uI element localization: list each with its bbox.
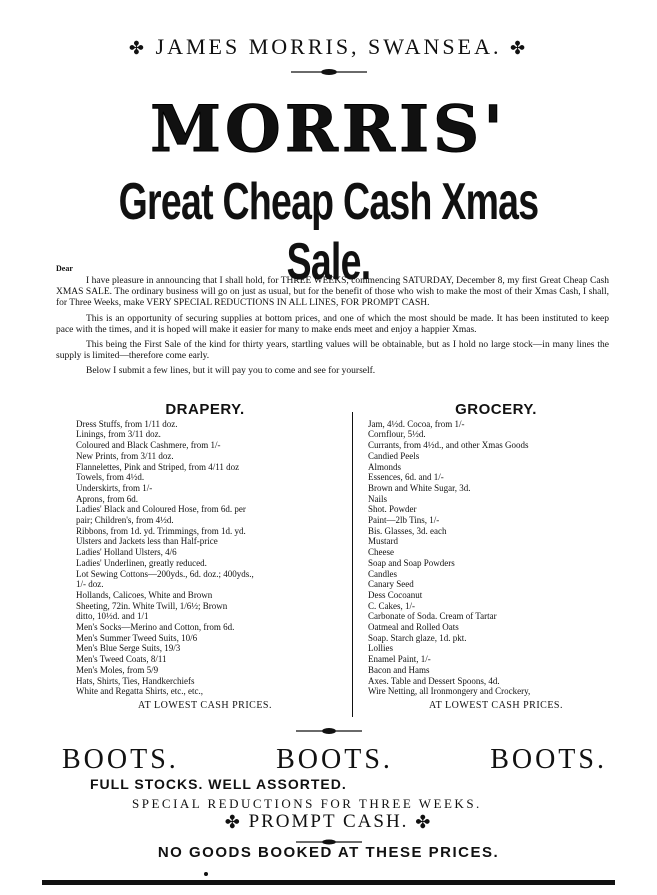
boots-word: BOOTS. [276,744,393,775]
drapery-item: pair; Children's, from 4½d. [76,515,174,526]
paragraph-3: This being the First Sale of the kind for thirty years, startling values will be obtainable, but as I hold no large stock—in many lines the supply is limited—therefore come early. [56,340,609,362]
drapery-item: 1/- doz. [76,579,104,590]
page-subtitle: Great Cheap Cash Xmas Sale. [118,173,539,291]
drapery-item: Hats, Shirts, Ties, Handkerchiefs [76,675,195,686]
grocery-item: C. Cakes, 1/- [368,600,415,611]
grocery-item: Enamel Paint, 1/- [368,654,431,665]
special-reductions-line: SPECIAL REDUCTIONS FOR THREE WEEKS. [132,796,482,811]
fleuron-left-icon: ✤ [128,38,148,59]
drapery-item: Flannelettes, Pink and Striped, from 4/11 doz [76,461,240,472]
grocery-footer: AT LOWEST CASH PRICES. [429,699,563,711]
full-stocks-line: FULL STOCKS. WELL ASSORTED. [90,776,347,792]
grocery-column [368,401,624,712]
paragraph-1: I have pleasure in announcing that I shall hold, for THREE WEEKS, commencing SATURDAY, December 8, my first Great Cheap Cash XMAS SALE. The ordinary business will go on just as usual, but for the benefit of those who wish to make the most of their Xmas Cash, I shall, for Three Weeks, make VERY SPECIAL REDUCTIONS IN ALL LINES, FOR PROMPT CASH. [56,276,609,309]
drapery-item: ditto, 10½d. and 1/1 [76,611,149,622]
grocery-item: Canary Seed [368,579,414,590]
drapery-item: Towels, from 4½d. [76,472,145,483]
column-divider [352,412,353,717]
paragraph-2: This is an opportunity of securing supplies at bottom prices, and one of which the most should be made. It has been instituted to keep pace with the times, and it is hoped will make it easier for many to make ends meet and enjoy a happier Xmas. [56,313,609,335]
grocery-item: Paint—2lb Tins, 1/- [368,515,440,526]
grocery-item: Candied Peels [368,450,420,461]
top-divider [0,66,657,81]
drapery-item: Ladies' Black and Coloured Hose, from 6d. per [76,504,246,515]
drapery-item: Underskirts, from 1/- [76,482,153,493]
drapery-item: Dress Stuffs, from 1/11 doz. [76,418,178,429]
grocery-item: Shot. Powder [368,504,417,515]
grocery-item: Lollies [368,643,393,654]
drapery-item: White and Regatta Shirts, etc., etc., [76,686,203,697]
drapery-item: Men's Moles, from 5/9 [76,664,159,675]
grocery-item: Axes. Table and Dessert Spoons, 4d. [368,675,500,686]
drapery-footer: AT LOWEST CASH PRICES. [138,699,272,711]
grocery-item: Carbonate of Soda. Cream of Tartar [368,611,497,622]
grocery-item: Mustard [368,536,398,547]
drapery-item: Lot Sewing Cottons—200yds., 6d. doz.; 400yds., [76,568,254,579]
salutation: Dear [56,264,73,273]
grocery-heading: GROCERY. [455,401,537,418]
grocery-item: Brown and White Sugar, 3d. [368,482,471,493]
grocery-item: Jam, 4½d. Cocoa, from 1/- [368,418,465,429]
header-text: JAMES MORRIS, SWANSEA. [155,34,502,59]
grocery-list [368,419,624,697]
bullet-dot [204,872,208,876]
prompt-cash-text: PROMPT CASH. [248,811,409,832]
grocery-item: Bacon and Hams [368,664,430,675]
drapery-item: Sheeting, 72in. White Twill, 1/6½; Brown [76,600,228,611]
grocery-item: Nails [368,493,387,504]
grocery-item: Currants, from 4½d., and other Xmas Goods [368,440,529,451]
drapery-list [76,419,334,697]
header-line [0,34,657,60]
grocery-item: Almonds [368,461,402,472]
fleuron-right-icon: ✤ [509,38,529,59]
grocery-item: Bis. Glasses, 3d. each [368,525,447,536]
drapery-item: Ulsters and Jackets less than Half-price [76,536,218,547]
grocery-item: Wire Netting, all Ironmongery and Crockery, [368,686,531,697]
page-title: MORRIS' [150,92,507,167]
drapery-item: Ladies' Holland Ulsters, 4/6 [76,547,177,558]
drapery-item: Ribbons, from 1d. yd. Trimmings, from 1d. yd. [76,525,246,536]
grocery-item: Essences, 6d. and 1/- [368,472,444,483]
grocery-item: Soap. Starch glaze, 1d. pkt. [368,632,467,643]
drapery-item: Hollands, Calicoes, White and Brown [76,589,213,600]
drapery-column [76,401,334,712]
grocery-item: Soap and Soap Powders [368,557,455,568]
drapery-heading: DRAPERY. [165,401,245,418]
grocery-item: Dess Cocoanut [368,589,423,600]
drapery-item: Aprons, from 6d. [76,493,138,504]
drapery-item: New Prints, from 3/11 doz. [76,450,174,461]
drapery-item: Men's Summer Tweed Suits, 10/6 [76,632,198,643]
paragraph-4: Below I submit a few lines, but it will pay you to come and see for yourself. [86,366,376,377]
bottom-rule [42,880,615,885]
no-goods-notice: NO GOODS BOOKED AT THESE PRICES. [157,844,500,861]
fleuron-left-icon: ✤ [224,812,242,833]
drapery-item: Linings, from 3/11 doz. [76,429,161,440]
boots-word: BOOTS. [490,744,607,775]
drapery-item: Men's Blue Serge Suits, 19/3 [76,643,181,654]
drapery-item: Men's Tweed Coats, 8/11 [76,654,167,665]
grocery-item: Cheese [368,547,394,558]
middle-divider [0,725,657,740]
grocery-item: Candles [368,568,397,579]
boots-word: BOOTS. [62,744,179,775]
grocery-item: Cornflour, 5½d. [368,429,426,440]
price-columns [76,401,614,720]
drapery-item: Ladies' Underlinen, greatly reduced. [76,557,207,568]
drapery-item: Men's Socks—Merino and Cotton, from 6d. [76,622,235,633]
fleuron-right-icon: ✤ [415,812,433,833]
drapery-item: Coloured and Black Cashmere, from 1/- [76,440,221,451]
prompt-cash-line [0,811,657,833]
boots-banner [62,744,607,776]
intro-text [56,276,609,382]
grocery-item: Oatmeal and Rolled Oats [368,622,459,633]
